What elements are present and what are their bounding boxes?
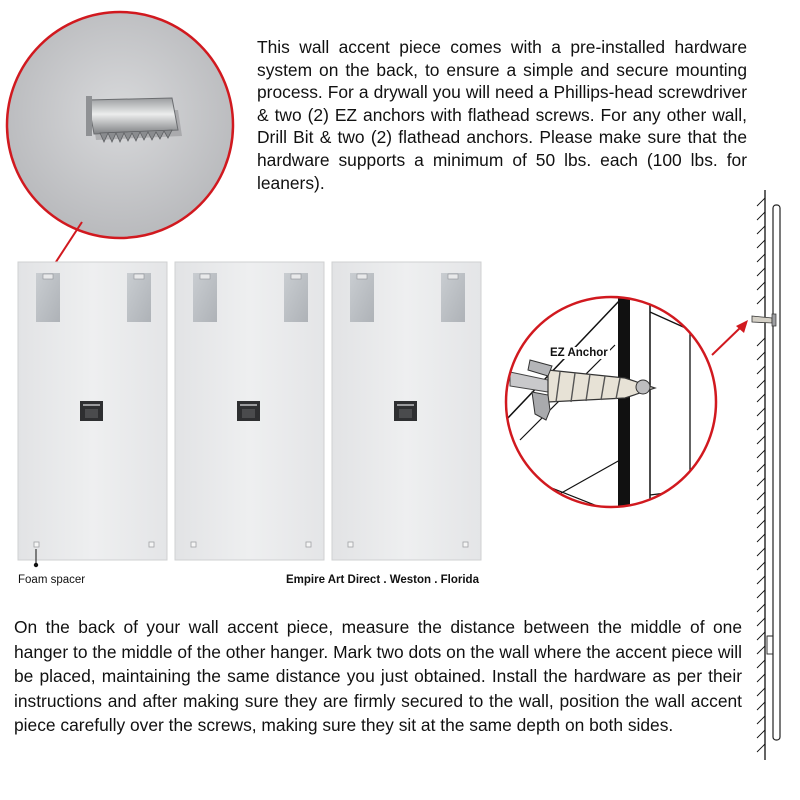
panel-back-2 — [175, 262, 324, 560]
brand-caption: Empire Art Direct . Weston . Florida — [286, 574, 479, 586]
ez-anchor-label: EZ Anchor — [550, 347, 608, 359]
hanger-plate-right — [127, 273, 151, 322]
sawtooth-hanger-icon — [86, 96, 182, 142]
foam-spacer — [34, 542, 39, 547]
mounting-steps-paragraph: On the back of your wall accent piece, measure the distance between the middle of one hanger to the middle of the other hanger. Mark two dots on the wall where the accent piece will be placed, maintaining the same distance you just obtained. Install the hardware as per their instructions and after making sure they are firmly secured to the wall, position the wall accent piece carefully over the screws, making sure they sit at the same depth on both sides. — [14, 617, 742, 735]
hanger-plate-left — [36, 273, 60, 322]
accent-piece-profile — [773, 205, 780, 740]
ez-anchor-callout — [506, 297, 716, 515]
panel-back-3 — [332, 262, 481, 560]
foam-spacer-label: Foam spacer — [18, 574, 86, 586]
panel-back-1 — [18, 262, 167, 560]
mini-anchor-icon — [752, 314, 776, 326]
wall-side-profile-icon — [752, 190, 780, 760]
callout-arrow-right — [712, 320, 748, 355]
intro-paragraph: This wall accent piece comes with a pre-installed hardware system on the back, to ensure a simple and secure mounting process. For a drywall you will need a Phillips-head screwdriver & two (2) EZ anchors with flathead screws. For any other wall, Drill Bit & two (2) flathead anchors. Please make sure that the hardware supports a minimum of 50 lbs. each (100 lbs. for leaners). — [257, 37, 747, 193]
hanger-zoom-callout — [7, 12, 233, 238]
